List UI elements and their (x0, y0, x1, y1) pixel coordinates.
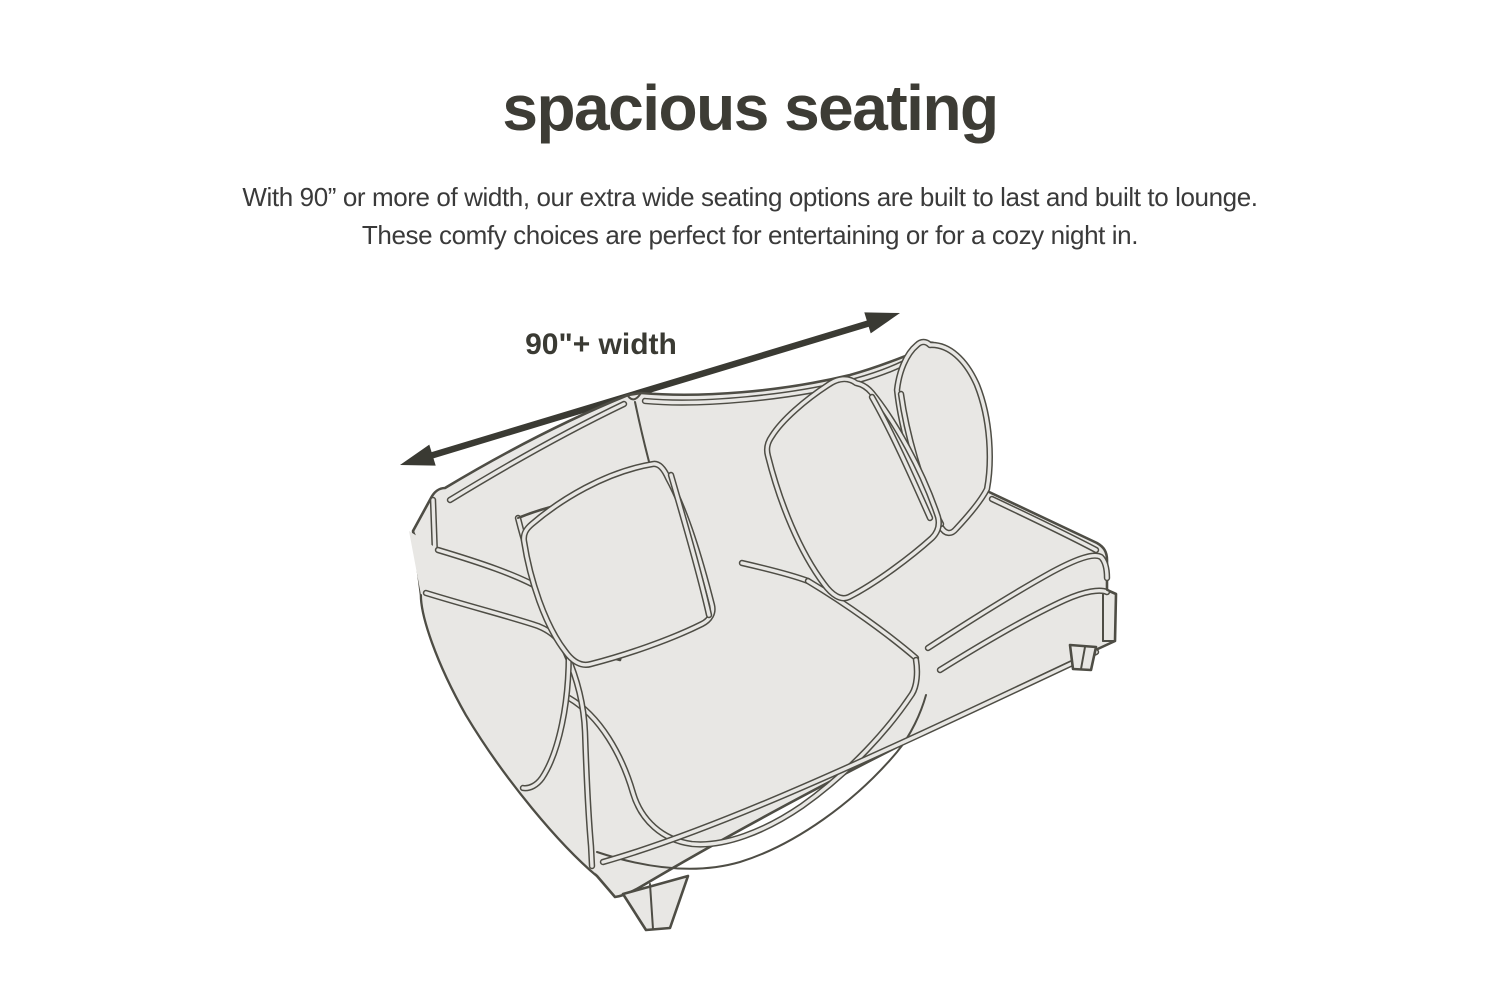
page-title: spacious seating (502, 72, 998, 144)
subtitle-line-1: With 90” or more of width, our extra wide seating options are built to last and built to lounge. (242, 182, 1258, 212)
arrow-head-left (400, 445, 436, 466)
dimension-label: 90"+ width (525, 328, 677, 361)
arrow-head-right (864, 312, 900, 333)
subtitle-line-2: These comfy choices are perfect for entertaining or for a cozy night in. (361, 220, 1139, 250)
